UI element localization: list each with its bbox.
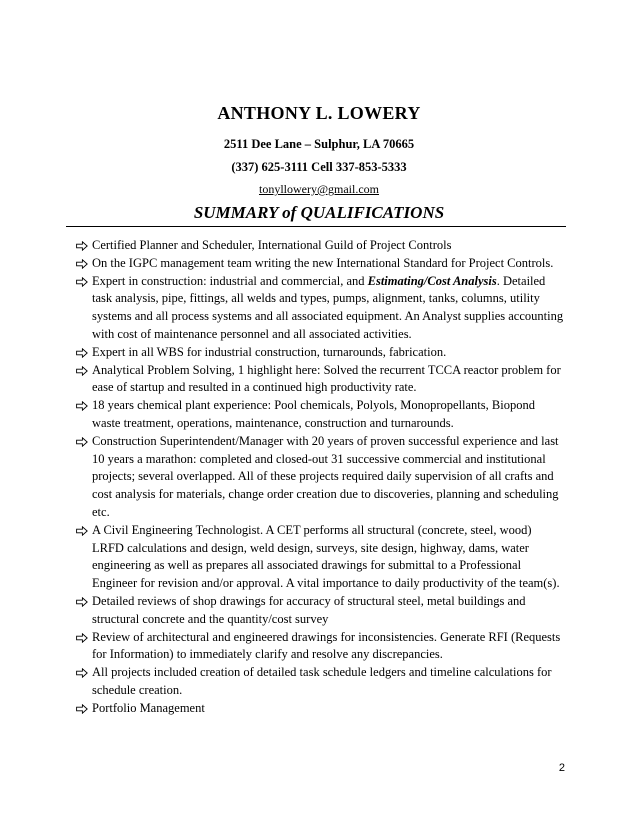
right-arrow-outline-icon <box>76 344 90 362</box>
qualification-text: Review of architectural and engineered drawings for inconsistencies. Generate RFI (Requests for Information) to immediately clarify and resolve any discrepancies. <box>92 629 561 662</box>
qualification-text: A Civil Engineering Technologist. A CET performs all structural (concrete, steel, wood) LRFD calculations and design, weld design, surveys, site design, highway, dams, water engineering as well as prepares all associated drawings for submittal to a Professional Engineer for revision and/or approval. A vital importance to daily productivity of the team(s). <box>92 522 560 591</box>
section-divider <box>66 226 566 227</box>
right-arrow-outline-icon <box>76 237 90 255</box>
right-arrow-outline-icon <box>76 397 90 415</box>
qualification-text-lead: Expert in construction: industrial and commercial, and <box>92 273 368 288</box>
qualification-item <box>76 593 566 629</box>
qualification-item <box>76 362 566 398</box>
qualifications-list <box>76 237 566 718</box>
header-phone: (337) 625-3111 Cell 337-853-5333 <box>231 160 407 174</box>
header-address: 2511 Dee Lane – Sulphur, LA 70665 <box>223 137 415 151</box>
qualification-text: Detailed reviews of shop drawings for accuracy of structural steel, metal buildings and structural concrete and the quantity/cost survey <box>92 593 526 626</box>
qualification-text: On the IGPC management team writing the new International Standard for Project Controls. <box>92 255 554 270</box>
qualification-text: Portfolio Management <box>92 700 205 715</box>
qualification-text: Analytical Problem Solving, 1 highlight here: Solved the recurrent TCCA reactor problem for ease of startup and resulted in a continued high productivity rate. <box>92 362 561 395</box>
qualification-item <box>76 344 566 362</box>
qualification-text: Certified Planner and Scheduler, International Guild of Project Controls <box>92 238 452 252</box>
qualification-item <box>76 273 566 344</box>
qualification-text: Expert in all WBS for industrial construction, turnarounds, fabrication. <box>92 344 447 359</box>
right-arrow-outline-icon <box>76 522 90 540</box>
right-arrow-outline-icon <box>76 700 90 718</box>
right-arrow-outline-icon <box>76 629 90 647</box>
section-title: SUMMARY of QUALIFICATIONS <box>193 203 445 222</box>
qualification-item <box>76 397 566 433</box>
page-number: 2 <box>558 762 565 774</box>
right-arrow-outline-icon <box>76 255 90 273</box>
qualification-text: Construction Superintendent/Manager with 20 years of proven successful experience and last 10 years a marathon: completed and closed-out 31 successive commercial and institutional projects; several overlapped. All of these projects required daily supervision of all crafts and cost analysis for materials, change order creation due to discoveries, planning and scheduling etc. <box>92 433 559 519</box>
header-name: ANTHONY L. LOWERY <box>217 103 421 123</box>
qualification-item <box>76 433 566 522</box>
qualification-text: All projects included creation of detailed task schedule ledgers and timeline calculations for schedule creation. <box>92 665 552 697</box>
qualification-text: 18 years chemical plant experience: Pool chemicals, Polyols, Monopropellants, Biopond waste treatment, operations, maintenance, construction and turnarounds. <box>92 398 535 430</box>
right-arrow-outline-icon <box>76 362 90 380</box>
qualification-item <box>76 255 566 273</box>
right-arrow-outline-icon <box>76 664 90 682</box>
qualification-item <box>76 237 566 255</box>
qualification-item <box>76 522 566 593</box>
header-email-link[interactable]: tonyllowery@gmail.com <box>258 182 380 196</box>
qualification-text <box>92 274 563 341</box>
right-arrow-outline-icon <box>76 273 90 291</box>
qualification-text-rest: . Detailed task analysis, pipe, fittings, all welds and types, pumps, alignment, tanks, columns, utility systems and all process systems and all associated equipment. An Analyst supplies accounting with cost of maintenance personnel and all associated activities. <box>92 273 564 341</box>
right-arrow-outline-icon <box>76 593 90 611</box>
qualification-emphasis: Estimating/Cost Analysis <box>367 273 497 288</box>
qualification-item <box>76 629 566 665</box>
qualification-item <box>76 664 566 700</box>
right-arrow-outline-icon <box>76 433 90 451</box>
qualification-item <box>76 700 566 718</box>
